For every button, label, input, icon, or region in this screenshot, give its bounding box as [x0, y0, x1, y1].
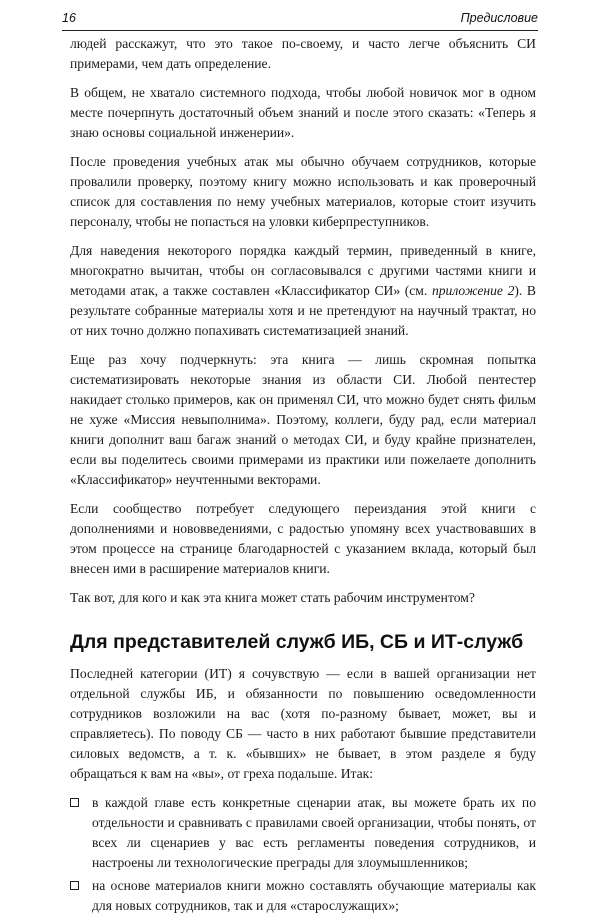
- checkbox-bullet-icon: [70, 798, 79, 807]
- paragraph: людей расскажут, что это такое по-своему, и часто легче объяснить СИ примерами, чем дать определение.: [70, 36, 536, 71]
- paragraph: В общем, не хватало системного подхода, чтобы любой новичок мог в одном месте почерпнуть достаточный объем знаний и после этого сказать: «Теперь я знаю основы социальной инженерии».: [70, 85, 536, 140]
- chapter-title: Предисловие: [460, 11, 538, 25]
- paragraph-text: ). В результате собранные материалы хотя и не претендуют на научный трактат, но от них точно должно попахивать систематизацией знаний.: [70, 283, 536, 338]
- page-body: [70, 34, 536, 919]
- paragraph: После проведения учебных атак мы обычно обучаем сотрудников, которые провалили проверку, поэтому книгу можно использовать и как проверочный список для составления по нему учебных материалов, которые стоит изучить персоналу, чтобы не попасться на уловки киберпреступников.: [70, 154, 536, 229]
- running-head: [62, 8, 538, 31]
- paragraph-with-reference: [70, 241, 536, 341]
- page-number: 16: [62, 11, 76, 25]
- list-item: [70, 793, 536, 873]
- appendix-reference: приложение 2: [431, 283, 515, 298]
- paragraph: Еще раз хочу подчеркнуть: эта книга — лишь скромная попытка систематизировать некоторые знания из области СИ. Любой пентестер накидает столько примеров, как он применял СИ, что можно будет снять фильм не хуже «Миссия невыполнима». Поэтому, коллеги, буду рад, если материал книги дополнит ваш багаж знаний о методах СИ, и буду крайне признателен, если вы поделитесь своими примерами из практики или пожелаете дополнить «Классификатор» неучтенными векторами.: [70, 352, 536, 487]
- bullet-list: [70, 793, 536, 916]
- paragraph: Так вот, для кого и как эта книга может стать рабочим инструментом?: [70, 590, 475, 605]
- paragraph: Если сообщество потребует следующего переиздания этой книги с дополнениями и нововведениями, с радостью упомяну всех участвовавших в этом процессе на странице благодарностей с указанием вклада, который был внесен ими в расширение материалов книги.: [70, 501, 536, 576]
- paragraph-text: Для наведения некоторого порядка каждый термин, приведенный в книге, многократно вычитан, чтобы он согласовывался с другими частями книги и методами атак, а также составлен «Классификатор СИ» (см.: [70, 243, 536, 298]
- list-item-text: в каждой главе есть конкретные сценарии атак, вы можете брать их по отдельности и сравнивать с правилами своей организации, чтобы понять, от всех ли сценариев у вас есть регламенты поведения сотрудников, и настроены ли технологические преграды для злоумышленников;: [92, 795, 536, 870]
- list-item-text: на основе материалов книги можно составлять обучающие материалы как для новых сотрудников, так и для «старослужащих»;: [92, 878, 536, 913]
- section-intro: Последней категории (ИТ) я сочувствую — если в вашей организации нет отдельной службы ИБ, и обязанности по повышению осведомленности сотрудников возложили на вас (хотя по-разному бывает, может, вы и справляетесь). По поводу СБ — часто в них работают бывшие представители силовых ведомств, а т. к. «бывших» не бывает, в этом разделе я буду обращаться к вам на «вы», от греха подальше. Итак:: [70, 666, 536, 781]
- section-heading: Для представителей служб ИБ, СБ и ИТ-служб: [70, 631, 524, 653]
- list-item: [70, 876, 536, 916]
- checkbox-bullet-icon: [70, 881, 79, 890]
